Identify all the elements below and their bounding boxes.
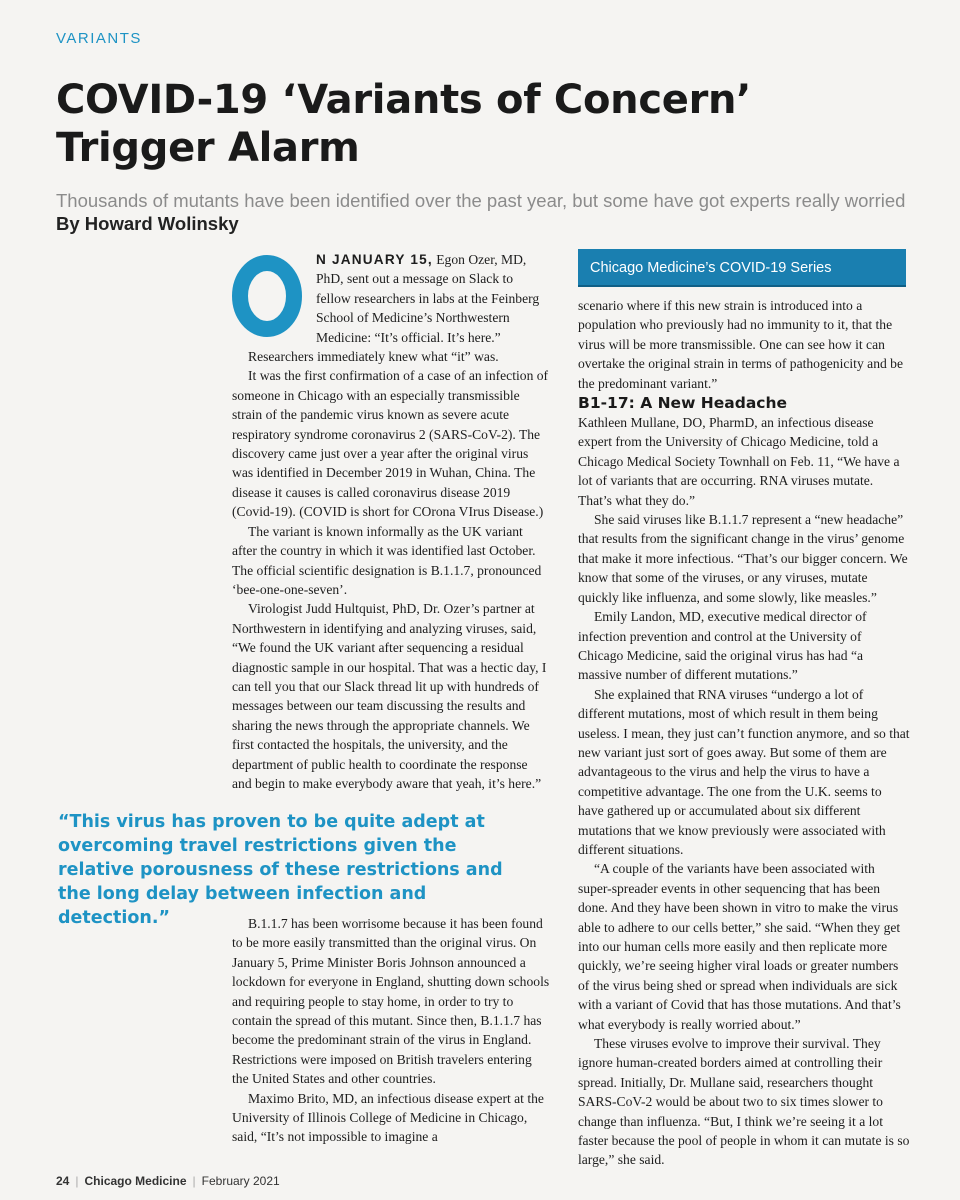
pull-quote: “This virus has proven to be quite adept at overcoming travel restrictions given the relative porousness of these restrictions and the long delay between infection and detection.” — [58, 812, 503, 928]
byline: By Howard Wolinsky — [56, 213, 239, 234]
issue-date: February 2021 — [201, 1174, 280, 1188]
dropcap-o-icon — [232, 254, 302, 338]
body-paragraph: Virologist Judd Hultquist, PhD, Dr. Ozer’s partner at Northwestern in identifying and analyzing viruses, said, “We found the UK variant after sequencing a residual diagnostic sample in our hospital. That was a hectic day, I can tell you that our Slack thread lit up with hundreds of messages between our team discussing the results and sharing the news through the appropriate channels. We first contacted the hospitals, the university, and the department of public health to coordinate the response and begin to make everybody aware that yeah, it’s here.” — [232, 601, 547, 791]
page-footer — [56, 1174, 280, 1188]
series-banner: Chicago Medicine’s COVID-19 Series — [578, 249, 906, 287]
left-column-top — [232, 250, 550, 793]
body-paragraph: These viruses evolve to improve their survival. They ignore human-created borders aimed at controlling their spread. Initially, Dr. Mullane said, researchers thought SARS-CoV-2 would be about two to six times slower to change than influenza. “But, I think we’re seeing it a lot faster because the pool of people in whom it can mutate is so large,” she said. — [578, 1036, 910, 1168]
body-paragraph: B.1.1.7 has been worrisome because it has been found to be more easily transmitted than the original virus. On January 5, Prime Minister Boris Johnson announced a lockdown for everyone in England, shutting down schools and requiring people to stay home, in order to try to contain the spread of this mutant. Since then, B.1.1.7 has become the predominant strain of the virus in England. Restrictions were imposed on British travelers entering the United States and other countries. — [232, 916, 550, 1087]
body-paragraph: Kathleen Mullane, DO, PharmD, an infectious disease expert from the University of Chicago Medicine, told a Chicago Medical Society Townhall on Feb. 11, “We have a lot of variants that are occurring. RNA viruses mutate. That’s what they do.” — [578, 415, 900, 508]
article-title — [56, 76, 916, 172]
dropcap-o — [232, 254, 302, 338]
body-paragraph: Researchers immediately knew what “it” was. — [248, 349, 499, 365]
body-paragraph: It was the first confirmation of a case of an infection of someone in Chicago with an especially transmissible strain of the pandemic virus known as severe acute respiratory syndrome coronavirus 2 (SARS-CoV-2). The discovery came just over a year after the original virus was identified in December 2019 in Wuhan, China. The disease it causes is called coronavirus disease 2019 (Covid-19). (COVID is short for COrona VIrus Disease.) — [232, 368, 549, 520]
body-paragraph: scenario where if this new strain is introduced into a population who previously had no immunity to it, that the virus will be more transmissible. One can see how it can overtake the original strain in terms of pathogenicity and be the predominant variant.” — [578, 298, 904, 391]
publication-name: Chicago Medicine — [84, 1174, 187, 1188]
lead-caps: N JANUARY 15, — [316, 252, 433, 267]
body-paragraph: The variant is known informally as the UK variant after the country in which it was identified last October. The official scientific designation is B.1.1.7, pronounced ‘bee-one-one-seven’. — [232, 523, 542, 597]
subtitle-text: Thousands of mutants have been identified over the past year, but some have got experts really worried — [56, 190, 906, 211]
lead-paragraph-text: Egon Ozer, MD, PhD, sent out a message on Slack to fellow researchers in labs at the Feinberg School of Medicine’s Northwestern Medicine: “It’s official. It’s here.” — [316, 252, 540, 345]
body-paragraph: “A couple of the variants have been associated with super-spreader events in other sequencing that has been done. And they have been shown in vitro to make the virus able to adhere to our cells better,” she said. “When they get into our human cells more easily and then replicate more quickly, we’re seeing higher viral loads or greater numbers of the virus being shed or spread when individuals are sick with a variant of Covid that has those mutations. And that’s what everybody is really worried about.” — [578, 861, 901, 1032]
body-paragraph: Maximo Brito, MD, an infectious disease expert at the University of Illinois College of Medicine in Chicago, said, “It’s not impossible to imagine a — [232, 1090, 544, 1145]
body-paragraph: She explained that RNA viruses “undergo a lot of different mutations, most of which result in them being useless. I mean, they just can’t function anymore, and so that new variant just sort of goes away. But some of them are advantageous to the virus and help the virus to have a competitive advantage. The one from the U.K. seems to have gathered up or accumulated about six different mutations that we know previously were associated with different situations. — [578, 686, 910, 857]
section-label: VARIANTS — [56, 30, 142, 47]
footer-separator: | — [192, 1174, 196, 1188]
article-subtitle — [56, 189, 926, 235]
body-paragraph: Emily Landon, MD, executive medical director of infection prevention and control at the University of Chicago Medicine, said the original virus has had “a massive number of different mutations.” — [578, 609, 867, 683]
title-line-2: Trigger Alarm — [56, 125, 360, 171]
right-column — [578, 296, 910, 1170]
footer-separator: | — [75, 1174, 79, 1188]
page-number: 24 — [56, 1174, 70, 1188]
left-column-bottom — [232, 914, 550, 1147]
body-paragraph: She said viruses like B.1.1.7 represent a “new headache” that results from the significant change in the virus’ genome that make it more infectious. “That’s our bigger concern. We know that some of the viruses, or any viruses, mutate quickly like influenza, and some slowly, like measles.” — [578, 512, 908, 605]
subheading: B1-17: A New Headache — [578, 394, 788, 413]
title-line-1: COVID-19 ‘Variants of Concern’ — [56, 77, 752, 123]
